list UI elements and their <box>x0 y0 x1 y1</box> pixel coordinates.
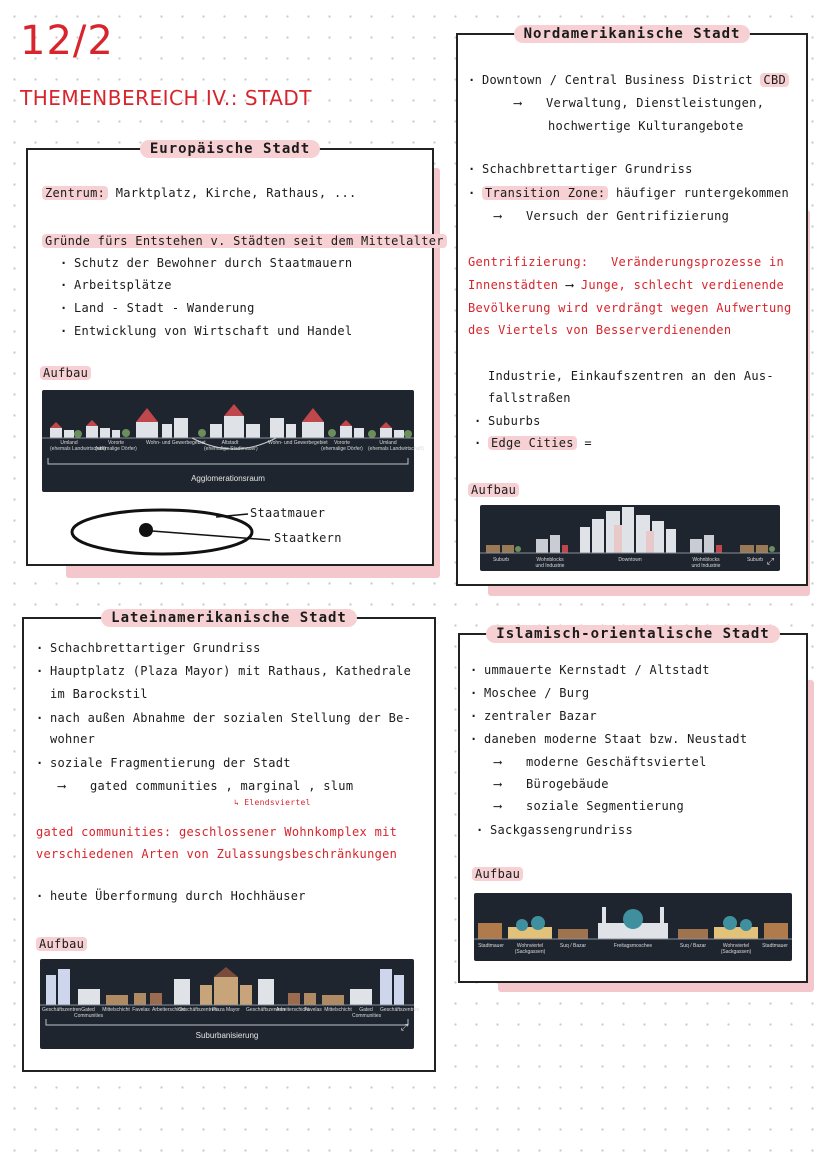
latein-bewohner: wohner <box>50 732 96 746</box>
nord-gent-4: des Viertels von Besserverdienenden <box>468 323 732 337</box>
islam-strip-label-2: Wohnviertel <box>516 943 544 949</box>
nord-strip-label-4: Wohnblocks und Industrie <box>691 557 721 569</box>
latein-gated-list: ⟶ gated communities , marginal , slum <box>90 779 353 793</box>
islam-strip-label-6: Wohnviertel <box>722 943 750 949</box>
latein-strip-label-7: Plaza Mayor <box>212 1007 240 1013</box>
euro-gruende-title: Gründe fürs Entstehen v. Städten seit dem Mittelalter <box>42 234 447 248</box>
islam-buerogebaeude: ⟶ Bürogebäude <box>526 777 609 791</box>
latein-gated-def-1: gated communities: geschlossener Wohnkomplex mit <box>36 825 398 839</box>
euro-grund-2: · Arbeitsplätze <box>74 278 172 292</box>
latein-strip-label-1: Geschäftszentren <box>42 1007 82 1013</box>
latein-aufbau-label: Aufbau <box>36 937 87 951</box>
latein-buildings <box>40 963 414 1009</box>
islam-segmentierung: ⟶ soziale Segmentierung <box>526 799 684 813</box>
nord-gent-2b: Junge, schlecht verdienende <box>580 278 785 292</box>
nord-industrie: Industrie, Einkaufszentren an den Aus- <box>488 369 774 383</box>
islam-title: Islamisch-orientalische Stadt <box>486 625 779 643</box>
latein-strip-label-4: Favelas <box>132 1007 150 1013</box>
latein-strip-label-5: Arbeiterschicht <box>152 1007 186 1013</box>
nord-strip-label-2: Wohnblocks und Industrie <box>535 557 565 569</box>
euro-aufbau-label: Aufbau <box>40 366 91 380</box>
euro-strip-label-3: Wohn- und Gewerbegebiet <box>146 440 206 446</box>
islam-buildings <box>474 893 792 943</box>
euro-strip-sublabel-4: (ehemalige Stadtmauer) <box>204 446 258 452</box>
nord-strip-label-3: Downtown <box>618 557 642 563</box>
euro-strip-label-1: Umland <box>60 440 78 446</box>
latein-grundriss: · Schachbrettartiger Grundriss <box>50 641 261 655</box>
nord-title: Nordamerikanische Stadt <box>514 25 751 43</box>
latein-strip-label-6: Geschäftszentren <box>178 1007 218 1013</box>
nord-aufbau-illustration <box>480 505 780 571</box>
islam-strip-label-1: Stadtmauer <box>478 943 504 949</box>
latein-strip-label-10: Favelas <box>304 1007 322 1013</box>
latein-card: Lateinamerikanische Stadt · Schachbrettartiger Grundriss · Hauptplatz (Plaza Mayor) mit Rathaus, Kathedrale im Barockstil · nach außen Abnahme der sozialen Stellung der Be- wohner · soziale Fragmentierung der Stadt ⟶ gated communities , marginal , slum ↳ Elendsviertel gated communities: geschlossener Wohnkomplex mit verschiedenen Arten von Zulassungsbeschränkungen · heute Überformung durch Hochhäuser Aufbau Geschäftszentren Gated Communities Mittelschicht Favelas Arbeiterschicht Geschäftszentren Plaza Mayor Geschäftszentren Arbeiterschicht Favelas Mittelschicht Gated Communities Geschäftszentren Suburbanisierung ⤢ <box>22 617 436 1072</box>
euro-strip-caption: Agglomerationsraum <box>191 474 265 483</box>
euro-diagram-label-mauer: Staatmauer <box>250 506 326 520</box>
latein-fragmentierung: · soziale Fragmentierung der Stadt <box>50 756 291 770</box>
latein-expand-icon[interactable]: ⤢ <box>400 1023 408 1033</box>
latein-strip-label-13: Geschäftszentren <box>380 1007 420 1013</box>
islam-strip-label-4: Freitagsmoschee <box>613 943 653 949</box>
islam-strip-label-5: Suq / Bazar <box>679 943 707 949</box>
latein-title: Lateinamerikanische Stadt <box>101 609 357 627</box>
euro-city-diagram <box>64 502 424 564</box>
islam-card <box>458 626 808 983</box>
euro-strip-label-2: Vororte <box>107 440 125 446</box>
latein-aufbau-illustration <box>40 959 420 1049</box>
euro-grund-3: · Land - Stadt - Wanderung <box>74 301 255 315</box>
euro-range-bracket <box>42 458 414 470</box>
nord-gent-label: Gentrifizierung: <box>468 255 589 269</box>
euro-aufbau-illustration <box>42 390 424 492</box>
euro-strip-sublabel-6: (ehemalige Dörfer) <box>321 446 363 452</box>
euro-grund-1: · Schutz der Bewohner durch Staatmauern <box>74 256 352 270</box>
nord-gent-3: Bevölkerung wird verdrängt wegen Aufwertung <box>468 301 792 315</box>
nord-aufbau-label: Aufbau <box>468 483 519 497</box>
latein-hauptplatz: · Hauptplatz (Plaza Mayor) mit Rathaus, Kathedrale <box>50 664 411 678</box>
nord-verwaltung: ⟶ Verwaltung, Dienstleistungen, <box>546 96 764 110</box>
euro-strip-label-6: Vororte <box>333 440 351 446</box>
euro-title: Europäische Stadt <box>140 140 320 158</box>
euro-strip-label-5: Wohn- und Gewerbegebiet <box>268 440 328 446</box>
latein-strip-label-3: Mittelschicht <box>102 1007 130 1013</box>
latein-range-bracket <box>40 1019 414 1029</box>
euro-strip-label-7: Umland <box>379 440 397 446</box>
islam-neustadt: · daneben moderne Staat bzw. Neustadt <box>484 732 747 746</box>
islam-geschaeftsviertel: ⟶ moderne Geschäftsviertel <box>526 755 707 769</box>
euro-strip-sublabel-7: (ehemals Landwirtschaft) <box>368 446 424 452</box>
latein-strip-label-11: Mittelschicht <box>324 1007 352 1013</box>
nord-suburbs: · Suburbs <box>488 414 541 428</box>
nord-strip-label-1: Suburb <box>492 557 510 563</box>
latein-strip-label-2: Gated Communities <box>74 1007 104 1019</box>
islam-strip-sublabel-6: (Sackgassen) <box>720 949 752 955</box>
euro-strip-sublabel-1: (ehemals Landwirtschaft) <box>50 446 106 452</box>
nord-expand-icon[interactable]: ⤢ <box>766 557 774 567</box>
page-topic: THEMENBEREICH IV.: STADT <box>20 86 313 110</box>
euro-zentrum-label: Zentrum: <box>42 186 108 200</box>
nord-kultur: hochwertige Kulturangebote <box>548 119 744 133</box>
page-date: 12/2 <box>20 18 114 64</box>
latein-strip-label-12: Gated Communities <box>352 1007 382 1019</box>
nord-ausfall: fallstraßen <box>488 391 571 405</box>
latein-barock: im Barockstil <box>50 687 148 701</box>
euro-zentrum-text: Marktplatz, Kirche, Rathaus, ... <box>115 186 357 200</box>
nord-card: Nordamerikanische Stadt · Downtown / Central Business District CBD ⟶ Verwaltung, Dienstleistungen, hochwertige Kulturangebote · Schachbrettartiger Grundriss · Transition Zone: häufiger runtergekommen ⟶ Versuch der Gentrifizierung Gentrifizierung: Veränderungsprozesse in Innenstädten ⟶ Junge, schlecht verdienende Bevölkerung wird verdrängt wegen Aufwertung des Viertels von Besserverdienenden Industrie, Einkaufszentren an den Aus- fallstraßen · Suburbs · Edge Cities = Aufbau Suburb Wohnblocks und Industrie Downtown Wohnblocks und Industrie Suburb ⤢ <box>456 33 808 586</box>
euro-grund-4: · Entwicklung von Wirtschaft und Handel <box>74 324 352 338</box>
latein-strip-label-9: Arbeiterschicht <box>276 1007 310 1013</box>
nord-edge-eq: = <box>584 436 592 450</box>
nord-cbd: CBD <box>760 73 789 87</box>
euro-strip-label-4: Altstadt <box>221 440 239 446</box>
euro-card <box>26 141 444 566</box>
latein-abnahme: · nach außen Abnahme der sozialen Stellung der Be- <box>50 711 411 725</box>
islam-kernstadt: · ummauerte Kernstadt / Altstadt <box>484 663 710 677</box>
islam-sackgasse: · Sackgassengrundriss <box>490 823 633 837</box>
latein-elendsviertel: Elendsviertel <box>244 798 311 807</box>
islam-aufbau-label: Aufbau <box>472 867 523 881</box>
islam-moschee: · Moschee / Burg <box>484 686 589 700</box>
nord-strip-label-5: Suburb <box>746 557 764 563</box>
nord-edge-cities: Edge Cities <box>488 436 577 450</box>
nord-buildings <box>480 505 780 557</box>
nord-gent-2a: Innenstädten <box>468 278 559 292</box>
nord-transition-label: Transition Zone: <box>482 186 608 200</box>
nord-gentrifizierung-versuch: ⟶ Versuch der Gentrifizierung <box>526 209 729 223</box>
latein-hochhaeuser: · heute Überformung durch Hochhäuser <box>50 889 306 903</box>
islam-aufbau-illustration <box>474 893 792 961</box>
latein-strip-label-8: Geschäftszentren <box>246 1007 286 1013</box>
islam-strip-label-3: Suq / Bazar <box>559 943 587 949</box>
latein-gated-def-2: verschiedenen Arten von Zulassungsbeschränkungen <box>36 847 398 861</box>
nord-downtown: Downtown / Central Business District <box>482 73 753 87</box>
islam-strip-label-7: Stadtmauer <box>762 943 788 949</box>
euro-diagram-label-kern: Staatkern <box>274 531 342 545</box>
nord-transition-text: häufiger runtergekommen <box>615 186 790 200</box>
nord-grundriss: · Schachbrettartiger Grundriss <box>482 162 693 176</box>
euro-strip-sublabel-2: (ehemalige Dörfer) <box>95 446 137 452</box>
islam-bazar: · zentraler Bazar <box>484 709 597 723</box>
nord-gent-1: Veränderungsprozesse in <box>610 255 785 269</box>
islam-strip-sublabel-2: (Sackgassen) <box>514 949 546 955</box>
latein-strip-caption: Suburbanisierung <box>195 1031 259 1040</box>
